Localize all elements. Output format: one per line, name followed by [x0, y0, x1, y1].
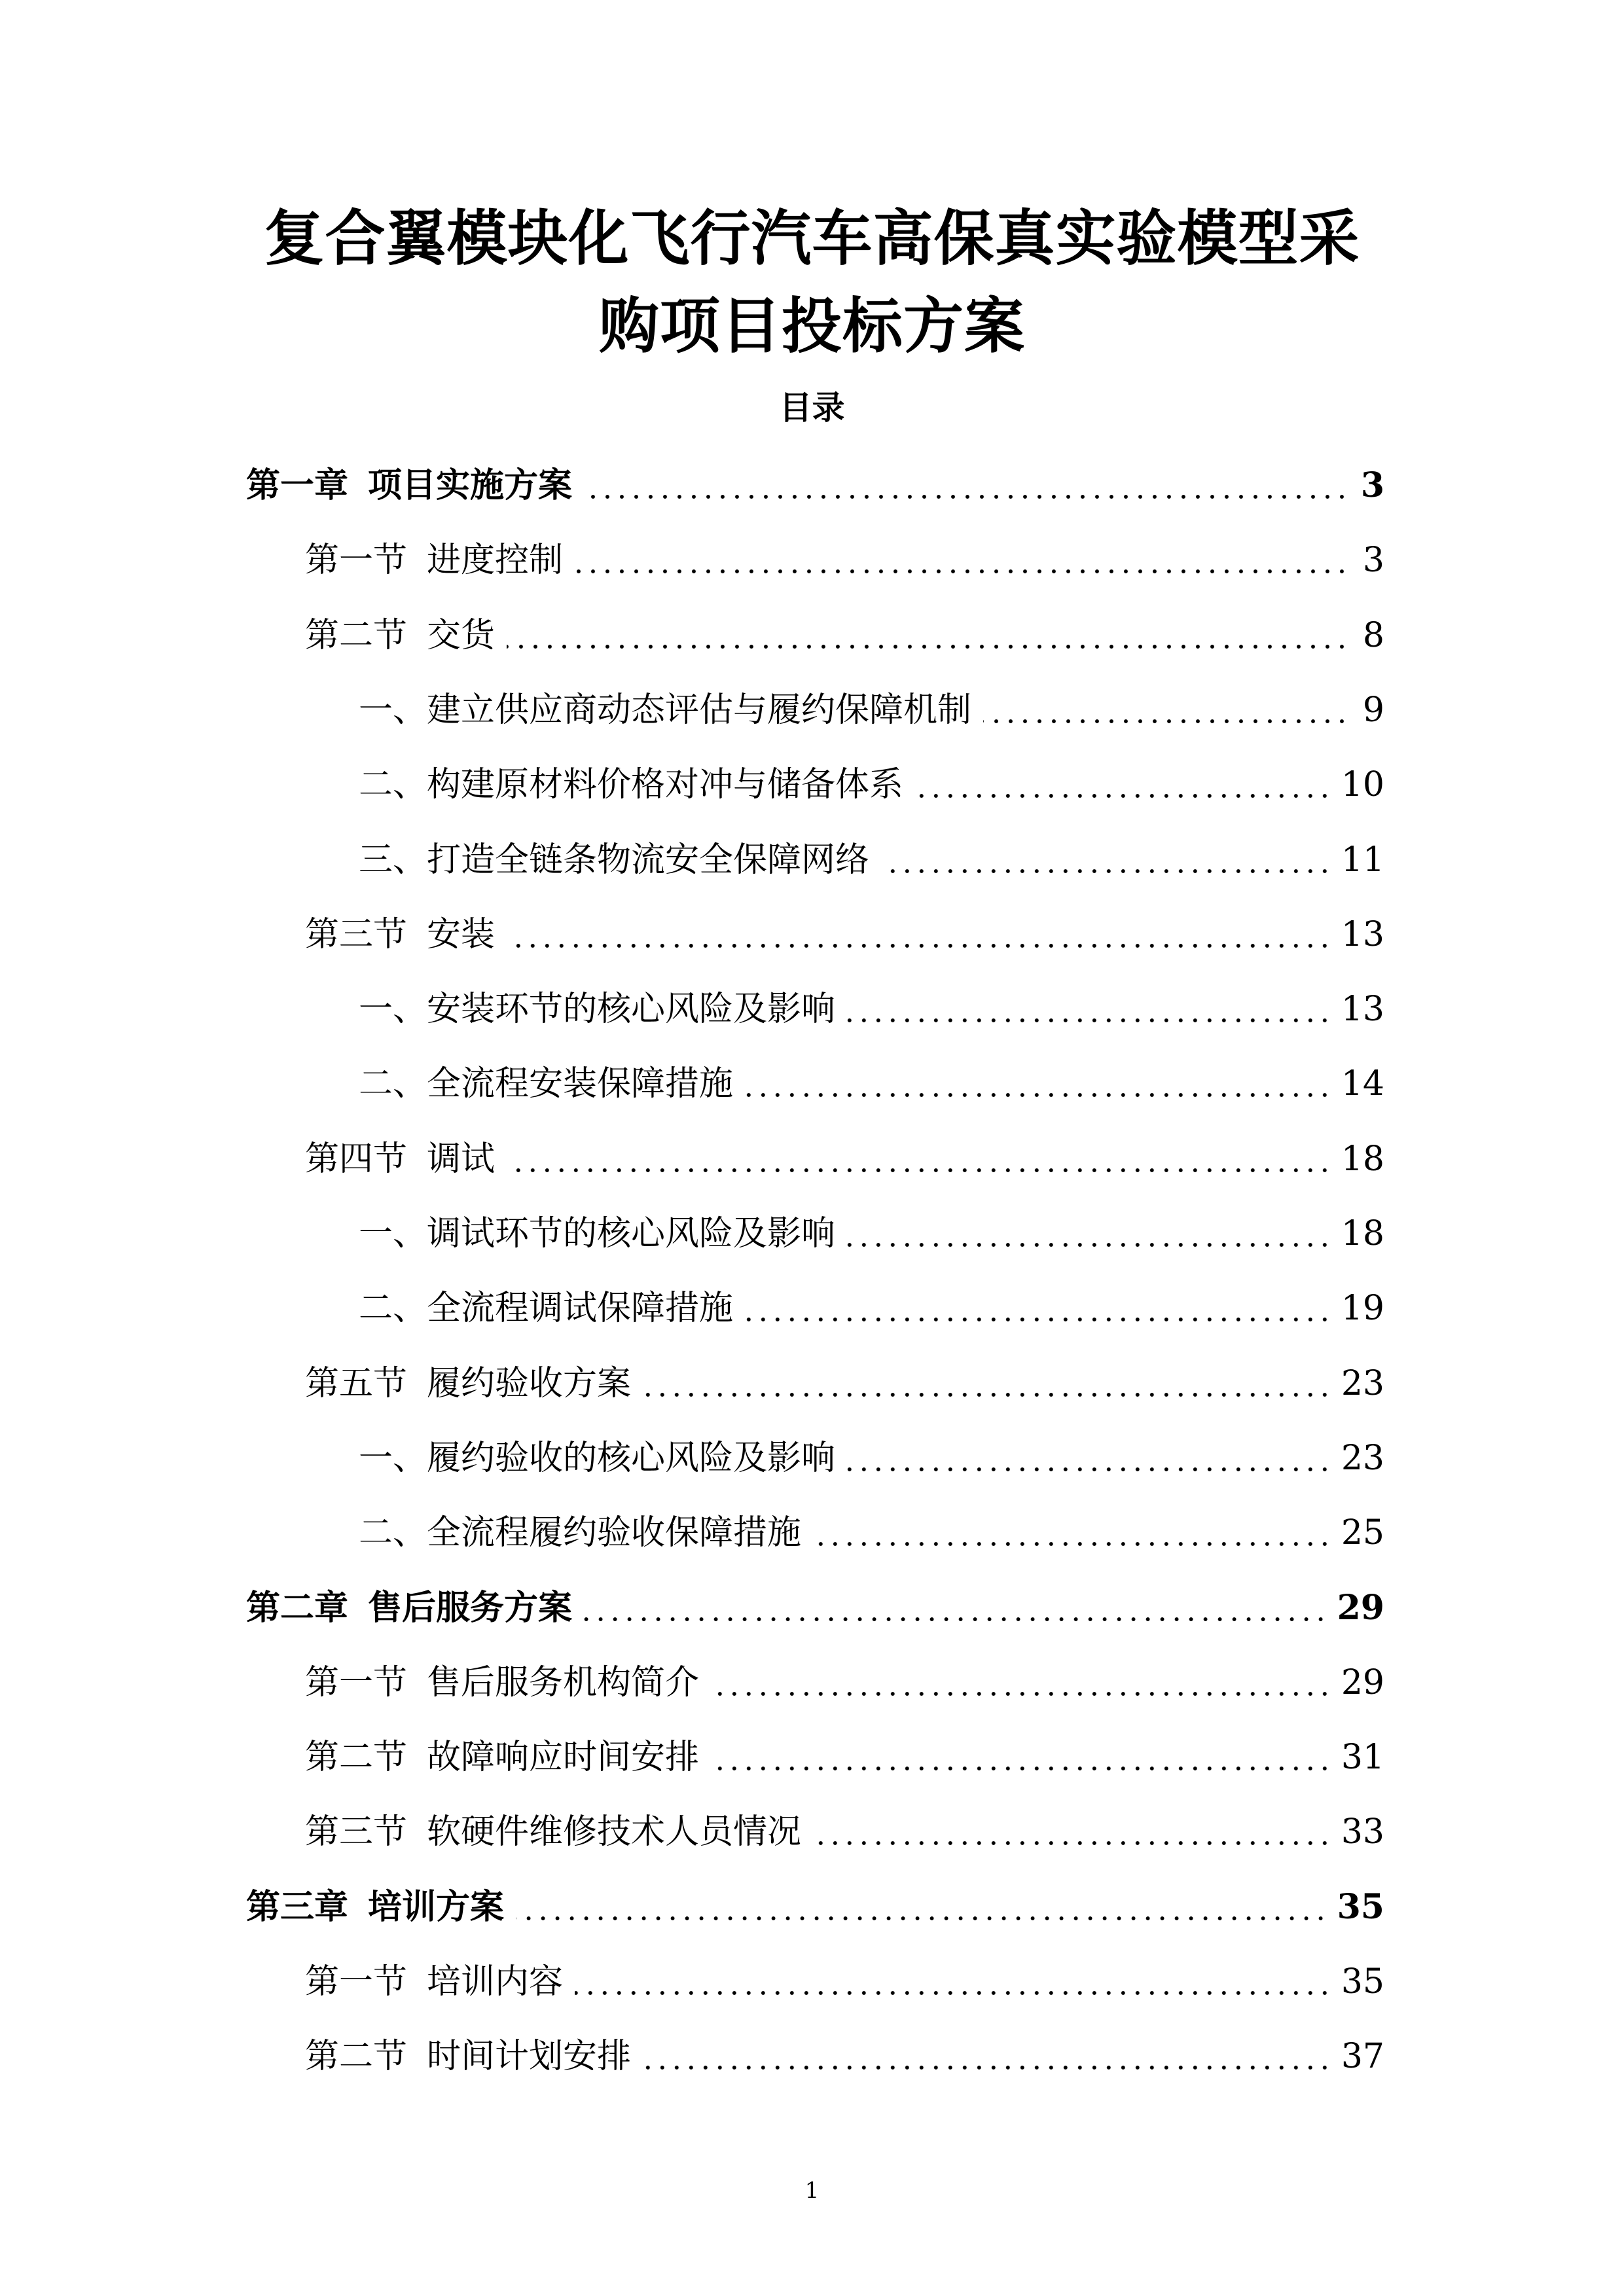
toc-entry-page-number: 37 — [1341, 2037, 1384, 2076]
toc-entry-title: 交货 — [427, 616, 496, 655]
toc-entry-label — [359, 1064, 734, 1103]
toc-entry-title: 售后服务机构简介 — [427, 1663, 700, 1702]
toc-entry-page-number: 31 — [1341, 1738, 1384, 1777]
toc-entry-title: 一、建立供应商动态评估与履约保障机制 — [359, 691, 972, 730]
toc-entry-section[interactable] — [305, 1798, 1384, 1850]
toc-entry-label — [305, 1364, 632, 1403]
toc-entry-page-number: 9 — [1362, 691, 1384, 730]
toc-dot-leader — [507, 1168, 1332, 1172]
toc-dot-leader — [584, 495, 1349, 499]
toc-entry-title: 调试 — [427, 1139, 496, 1179]
toc-entry-label — [246, 1588, 573, 1628]
toc-entry-number: 第一节 — [305, 1663, 408, 1702]
toc-dot-leader — [847, 1018, 1332, 1022]
toc-entry-number: 第一章 — [246, 465, 349, 505]
toc-entry-label — [305, 1740, 699, 1776]
toc-entry-page-number: 23 — [1341, 1364, 1384, 1403]
toc-entry-title: 培训内容 — [427, 1962, 564, 2001]
page-number: 1 — [804, 2178, 820, 2204]
toc-entry-section[interactable] — [305, 1948, 1384, 2000]
toc-dot-leader — [575, 1991, 1332, 1995]
toc-entry-label — [359, 840, 870, 880]
toc-entry-title: 故障响应时间安排 — [427, 1738, 700, 1777]
toc-entry-item[interactable] — [359, 1200, 1384, 1252]
toc-entry-title: 一、安装环节的核心风险及影响 — [359, 990, 836, 1029]
toc-entry-number: 第三节 — [305, 915, 408, 954]
toc-dot-leader — [847, 1243, 1332, 1247]
toc-entry-title: 履约验收方案 — [427, 1364, 632, 1403]
toc-dot-leader — [507, 944, 1332, 948]
toc-entry-label — [359, 1513, 802, 1552]
toc-entry-label — [359, 992, 835, 1028]
toc-entry-item[interactable] — [359, 975, 1384, 1028]
toc-entry-label — [359, 1291, 733, 1327]
toc-entry-page-number: 13 — [1341, 990, 1384, 1029]
toc-entry-item[interactable] — [359, 1274, 1384, 1327]
toc-dot-leader — [983, 719, 1349, 723]
toc-dot-leader — [575, 569, 1349, 573]
toc-entry-page-number: 14 — [1341, 1064, 1384, 1103]
toc-entry-section[interactable] — [305, 601, 1384, 654]
toc-entry-page-number: 29 — [1341, 1663, 1384, 1702]
toc-entry-title: 二、全流程安装保障措施 — [359, 1064, 734, 1103]
toc-entry-label — [305, 1962, 564, 2001]
toc-entry-title: 时间计划安排 — [427, 2037, 632, 2076]
toc-entry-section[interactable] — [305, 1350, 1384, 1402]
toc-entry-item[interactable] — [359, 1499, 1384, 1551]
toc-entry-label — [305, 1663, 700, 1702]
toc-entry-label — [359, 1214, 836, 1253]
toc-entry-title: 二、全流程履约验收保障措施 — [359, 1513, 802, 1552]
toc-entry-label — [246, 1887, 505, 1927]
toc-dot-leader — [745, 1093, 1332, 1097]
toc-entry-item[interactable] — [359, 1424, 1384, 1477]
toc-entry-page-number: 11 — [1341, 840, 1384, 880]
toc-entry-label — [305, 1139, 496, 1179]
toc-dot-leader — [813, 1841, 1332, 1845]
toc-entry-label — [305, 616, 496, 655]
toc-entry-item[interactable] — [359, 1050, 1384, 1102]
toc-entry-section[interactable] — [305, 901, 1384, 953]
toc-entry-page-number: 18 — [1341, 1139, 1384, 1179]
toc-entry-chapter[interactable] — [246, 1574, 1384, 1626]
toc-entry-label — [359, 1441, 835, 1477]
toc-entry-section[interactable] — [305, 1125, 1384, 1177]
toc-entry-page-number: 3 — [1362, 541, 1384, 580]
toc-entry-label — [305, 1812, 802, 1852]
toc-entry-number: 第二节 — [305, 616, 408, 655]
toc-dot-leader — [711, 1767, 1332, 1770]
toc-dot-leader — [881, 869, 1332, 873]
toc-entry-number: 第四节 — [305, 1139, 408, 1179]
toc-entry-page-number: 10 — [1341, 765, 1384, 804]
toc-entry-number: 第三节 — [305, 1812, 408, 1852]
toc-entry-title: 安装 — [427, 915, 496, 954]
toc-dot-leader — [584, 1617, 1328, 1621]
toc-entry-label — [305, 543, 563, 579]
toc-entry-label — [305, 915, 496, 954]
toc-entry-title: 一、履约验收的核心风险及影响 — [359, 1439, 836, 1478]
toc-entry-title: 三、打造全链条物流安全保障网络 — [359, 840, 870, 880]
toc-entry-page-number: 35 — [1341, 1962, 1384, 2001]
toc-entry-page-number: 19 — [1341, 1289, 1384, 1328]
toc-entry-page-number: 18 — [1341, 1214, 1384, 1253]
toc-entry-title: 一、调试环节的核心风险及影响 — [359, 1214, 836, 1253]
toc-dot-leader — [915, 794, 1332, 798]
toc-entry-page-number: 8 — [1362, 616, 1384, 655]
document-title-line-1: 复合翼模块化飞行汽车高保真实验模型采 — [264, 203, 1360, 274]
toc-dot-leader — [507, 645, 1349, 649]
toc-entry-number: 第五节 — [305, 1364, 408, 1403]
toc-entry-page-number: 29 — [1337, 1588, 1384, 1628]
toc-entry-title: 二、全流程调试保障措施 — [359, 1289, 734, 1328]
toc-entry-number: 第二节 — [305, 1738, 408, 1777]
toc-entry-item[interactable] — [359, 826, 1384, 878]
toc-entry-number: 第三章 — [246, 1887, 349, 1927]
toc-entry-page-number: 23 — [1341, 1439, 1384, 1478]
toc-entry-title: 软硬件维修技术人员情况 — [427, 1812, 802, 1852]
toc-entry-number: 第一节 — [305, 541, 408, 580]
toc-dot-leader — [711, 1692, 1332, 1696]
toc-dot-leader — [813, 1542, 1332, 1546]
toc-entry-label — [246, 465, 573, 505]
toc-entry-label — [359, 693, 971, 728]
toc-entry-item[interactable] — [359, 676, 1384, 728]
toc-entry-chapter[interactable] — [246, 1873, 1384, 1926]
toc-entry-page-number: 33 — [1341, 1812, 1384, 1852]
toc-entry-title: 培训方案 — [368, 1887, 505, 1927]
toc-entry-section[interactable] — [305, 1649, 1384, 1701]
toc-dot-leader — [847, 1467, 1332, 1471]
toc-entry-section[interactable] — [305, 526, 1384, 579]
toc-entry-page-number: 25 — [1341, 1513, 1384, 1552]
toc-entry-title: 项目实施方案 — [368, 465, 573, 505]
toc-entry-page-number: 13 — [1341, 915, 1384, 954]
toc-entry-title: 二、构建原材料价格对冲与储备体系 — [359, 765, 904, 804]
toc-entry-label — [359, 765, 904, 804]
toc-entry-number: 第一节 — [305, 1962, 408, 2001]
toc-heading: 目录 — [779, 388, 845, 427]
toc-entry-number: 第二章 — [246, 1588, 349, 1628]
toc-entry-chapter[interactable] — [246, 452, 1384, 504]
toc-dot-leader — [643, 1393, 1332, 1397]
toc-dot-leader — [516, 1916, 1328, 1920]
toc-dot-leader — [643, 2066, 1332, 2070]
toc-entry-number: 第二节 — [305, 2037, 408, 2076]
toc-entry-page-number: 3 — [1360, 465, 1384, 505]
toc-entry-item[interactable] — [359, 751, 1384, 803]
toc-entry-label — [305, 2039, 631, 2075]
toc-entry-page-number: 35 — [1337, 1887, 1384, 1927]
toc-entry-section[interactable] — [305, 2022, 1384, 2075]
document-title-line-2: 购项目投标方案 — [598, 291, 1025, 361]
toc-entry-section[interactable] — [305, 1723, 1384, 1776]
toc-entry-title: 售后服务方案 — [368, 1588, 573, 1628]
toc-entry-title: 进度控制 — [427, 541, 564, 580]
toc-dot-leader — [745, 1318, 1332, 1321]
